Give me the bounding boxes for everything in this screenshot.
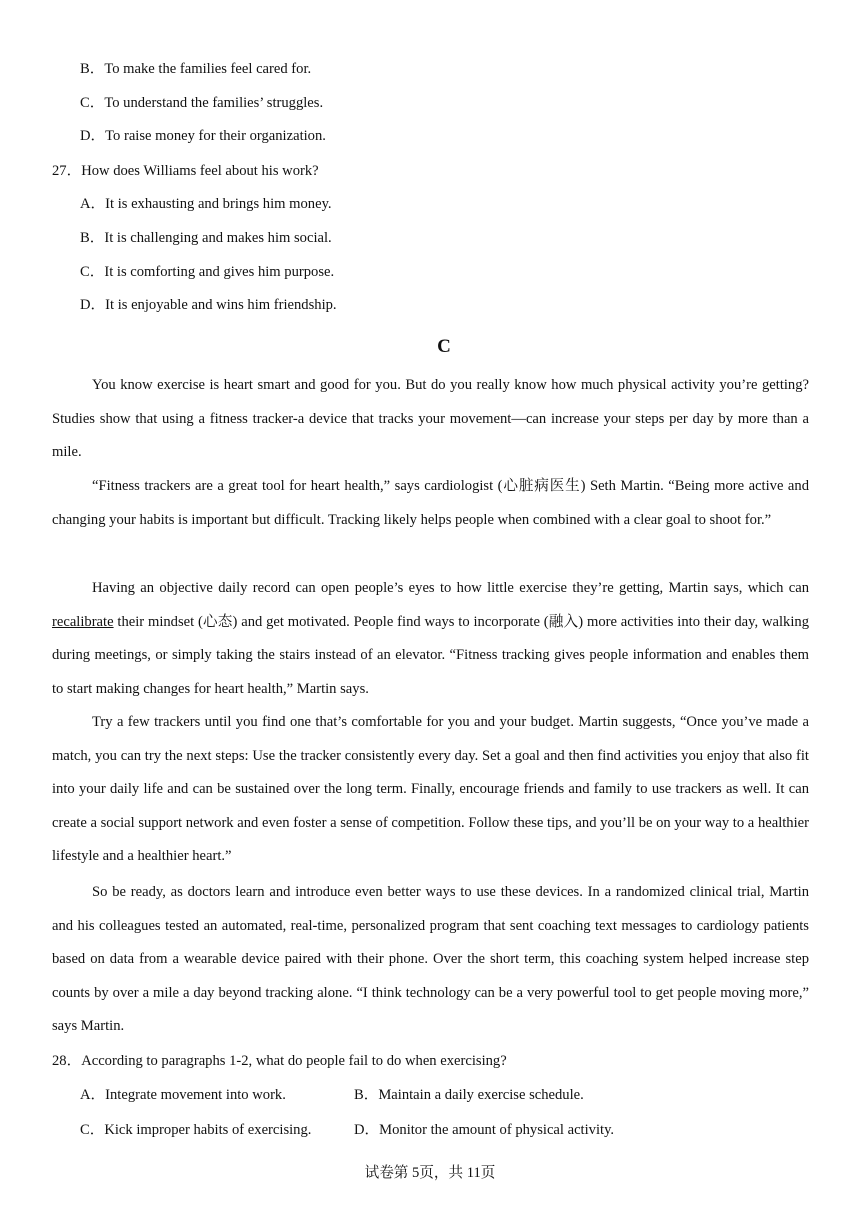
- q28-option-d: D．Monitor the amount of physical activity.: [354, 1122, 615, 1138]
- paragraph-3-text-start: Having an objective daily record can open people’s eyes to how little exercise they’re getting, Martin says, which can: [92, 580, 809, 596]
- q28-question: 28．According to paragraphs 1-2, what do people fail to do when exercising?: [52, 1053, 507, 1069]
- page-footer: 试卷第 5页，共 11页: [364, 1165, 496, 1181]
- q28-option-c: C．Kick improper habits of exercising.: [80, 1122, 312, 1138]
- passage-paragraph-5: So be ready, as doctors learn and introduce even better ways to use these devices. In a randomized clinical trial, Martin and his colleagues tested an automated, real-time, personalized program that sent coaching text messages to cardiology patients based on data from a wearable device paired with their phone. Over the short term, this coaching system helped increase step counts by over a mile a day beyond tracking alone. “I think technology can be a very powerful tool to get people moving more,” says Martin.: [52, 884, 809, 1035]
- q26-option-d: D．To raise money for their organization.: [80, 128, 326, 144]
- q27-option-c: C．It is comforting and gives him purpose.: [80, 264, 335, 280]
- q28-option-a: A．Integrate movement into work.: [80, 1087, 286, 1103]
- q27-option-a: A．It is exhausting and brings him money.: [80, 196, 332, 212]
- underlined-word: recalibrate: [52, 613, 114, 630]
- q26-option-b: B．To make the families feel cared for.: [80, 61, 312, 77]
- paragraph-3-text-end: their mindset (心态) and get motivated. People find ways to incorporate (融入) more activities into their day, walking during meetings, or simply taking the stairs instead of an elevator. “Fitness tracking gives people information and enables them to start making changes for heart health,” Martin says.: [52, 613, 809, 697]
- passage-paragraph-3: [52, 572, 809, 706]
- q27-option-d: D．It is enjoyable and wins him friendship.: [80, 297, 337, 313]
- q26-option-c: C．To understand the families’ struggles.: [80, 95, 324, 111]
- q28-option-b: B．Maintain a daily exercise schedule.: [354, 1087, 584, 1103]
- q27-option-b: B．It is challenging and makes him social.: [80, 230, 332, 246]
- q27-question: 27．How does Williams feel about his work?: [52, 163, 319, 179]
- passage-paragraph-4: Try a few trackers until you find one that’s comfortable for you and your budget. Martin suggests, “Once you’ve made a match, you can try the next steps: Use the tracker consistently every day. Set a goal and then find activities you enjoy that also fit into your daily life and can be sustained over the long term. Finally, encourage friends and family to use trackers as well. It can create a social support network and even foster a sense of competition. Follow these tips, and you’ll be on your way to a healthier lifestyle and a healthier heart.”: [52, 714, 809, 865]
- passage-paragraph-1: You know exercise is heart smart and good for you. But do you really know how much physical activity you’re getting? Studies show that using a fitness tracker-a device that tracks your movement—can increase your steps per day by more than a mile.: [52, 377, 809, 461]
- passage-paragraph-2: “Fitness trackers are a great tool for heart health,” says cardiologist (心脏病医生) Seth Martin. “Being more active and changing your habits is important but difficult. Tracking likely helps people when combined with a clear goal to shoot for.”: [52, 478, 809, 528]
- section-title: C: [437, 336, 451, 357]
